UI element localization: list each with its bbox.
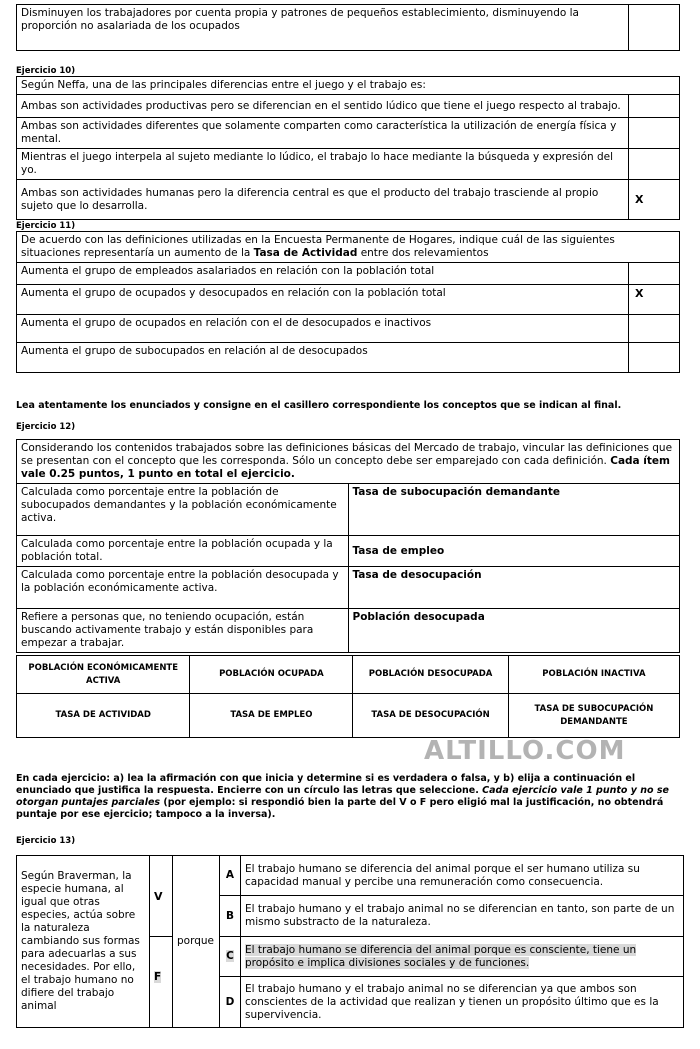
concept-cell: POBLACIÓN OCUPADA — [190, 656, 353, 694]
ej12-intro: Considerando los contenidos trabajados sobre las definiciones básicas del Mercado de trabajo, vincular las definiciones que se presentan con el concepto que les corresponda. Sólo un concepto debe ser emparejado con cada definición. Cada ítem vale 0.25 puntos, 1 punto en total el ejercicio. — [17, 440, 680, 484]
ej11-answer-box-2[interactable]: X — [629, 285, 680, 315]
ej12-concepts-table — [16, 655, 680, 738]
ej9-last-row-table — [16, 4, 680, 51]
concept-cell: TASA DE SUBOCUPACIÓN DEMANDANTE — [508, 694, 679, 738]
ej10-heading: Ejercicio 10) — [16, 66, 76, 76]
porque-label: porque — [173, 856, 220, 1028]
ej13-option-a: El trabajo humano se diferencia del animal porque el ser humano utiliza su capacidad manual y percibe una remuneración como consecuencia. — [241, 856, 684, 896]
ej10-answer-box-1[interactable] — [629, 95, 680, 118]
ej13-option-c-text: El trabajo humano se diferencia del animal porque es consciente, tiene un propósito e implica divisiones sociales y de funciones. — [245, 943, 637, 969]
ej11-option-3: Aumenta el grupo de ocupados en relación con el de desocupados e inactivos — [17, 315, 629, 343]
ej11-option-4: Aumenta el grupo de subocupados en relación al de desocupados — [17, 343, 629, 373]
answer-box[interactable] — [629, 5, 680, 51]
altillo-watermark-logo: ALTILLO.COM — [424, 736, 626, 766]
ej10-option-1: Ambas son actividades productivas pero se diferencian en el sentido lúdico que tiene el juego respecto al trabajo. — [17, 95, 629, 118]
ej12-definition-2: Calculada como porcentaje entre la población ocupada y la población total. — [17, 536, 349, 567]
option-letter-d[interactable]: D — [220, 977, 241, 1028]
ej13-table — [16, 855, 684, 1028]
ej11-heading: Ejercicio 11) — [16, 221, 76, 231]
ej13-heading: Ejercicio 13) — [16, 836, 76, 846]
ej13-option-b: El trabajo humano y el trabajo animal no se diferencian en tanto, son parte de un mismo substracto de la naturaleza. — [241, 896, 684, 937]
option-letter-a[interactable]: A — [220, 856, 241, 896]
ej12-answer-3[interactable]: Tasa de desocupación — [348, 567, 680, 609]
ej10-answer-box-2[interactable] — [629, 118, 680, 149]
concept-cell: TASA DE EMPLEO — [190, 694, 353, 738]
ej10-table — [16, 76, 680, 220]
false-option[interactable] — [150, 937, 173, 1028]
ej10-answer-box-3[interactable] — [629, 149, 680, 180]
ej12-definition-1: Calculada como porcentaje entre la población de subocupados demandantes y la población económicamente activa. — [17, 484, 349, 536]
ej12-definition-3: Calculada como porcentaje entre la población desocupada y la población económicamente activa. — [17, 567, 349, 609]
ej11-table — [16, 231, 680, 373]
concept-cell: POBLACIÓN DESOCUPADA — [353, 656, 508, 694]
ej10-option-4: Ambas son actividades humanas pero la diferencia central es que el producto del trabajo trasciende al propio sujeto que lo desarrolla. — [17, 180, 629, 220]
ej11-option-1: Aumenta el grupo de empleados asalariados en relación con la población total — [17, 263, 629, 285]
option-text: Disminuyen los trabajadores por cuenta propia y patrones de pequeños establecimiento, disminuyendo la proporción no asalariada de los ocupados — [17, 5, 629, 51]
ej13-option-c — [241, 937, 684, 977]
concept-cell: TASA DE ACTIVIDAD — [17, 694, 190, 738]
instructions-true-false: En cada ejercicio: a) lea la afirmación con que inicia y determine si es verdadera o falsa, y b) elija a continuación el enunciado que justifica la respuesta. Encierre con un círculo las letras que seleccione. Cada ejercicio vale 1 punto y no se otorgan puntajes parciales (por ejemplo: si respondió bien la parte del V o F pero eligió mal la justificación, no obtendrá puntaje por ese ejercicio; tampoco a la inversa). — [16, 773, 669, 820]
ej10-answer-box-4[interactable]: X — [629, 180, 680, 220]
ej12-answer-4[interactable]: Población desocupada — [348, 609, 680, 653]
ej12-table — [16, 439, 680, 653]
ej11-answer-box-3[interactable] — [629, 315, 680, 343]
option-letter-b[interactable]: B — [220, 896, 241, 937]
ej12-definition-4: Refiere a personas que, no teniendo ocupación, están buscando activamente trabajo y están disponibles para empezar a trabajar. — [17, 609, 349, 653]
ej12-answer-1[interactable]: Tasa de subocupación demandante — [348, 484, 680, 536]
true-option[interactable]: V — [150, 856, 173, 937]
instructions-matching: Lea atentamente los enunciados y consigne en el casillero correspondiente los conceptos que se indican al final. — [16, 400, 622, 411]
ej13-option-d: El trabajo humano y el trabajo animal no se diferencian ya que ambos son conscientes de la actividad que realizan y tienen un propósito último que es la supervivencia. — [241, 977, 684, 1028]
option-letter-c-label: C — [226, 950, 234, 962]
ej11-question: De acuerdo con las definiciones utilizadas en la Encuesta Permanente de Hogares, indique cuál de las siguientes situaciones representaría un aumento de la Tasa de Actividad entre dos relevamientos — [17, 232, 680, 263]
concept-cell: POBLACIÓN ECONÓMICAMENTE ACTIVA — [17, 656, 190, 694]
ej12-answer-2[interactable]: Tasa de empleo — [348, 536, 680, 567]
concept-cell: POBLACIÓN INACTIVA — [508, 656, 679, 694]
option-letter-c[interactable] — [220, 937, 241, 977]
ej10-option-2: Ambas son actividades diferentes que solamente comparten como característica la utilización de energía física y mental. — [17, 118, 629, 149]
ej10-option-3: Mientras el juego interpela al sujeto mediante lo lúdico, el trabajo lo hace mediante la búsqueda y expresión del yo. — [17, 149, 629, 180]
false-option-label: F — [154, 971, 162, 983]
ej12-heading: Ejercicio 12) — [16, 422, 76, 432]
ej11-option-2: Aumenta el grupo de ocupados y desocupados en relación con la población total — [17, 285, 629, 315]
concept-cell: TASA DE DESOCUPACIÓN — [353, 694, 508, 738]
ej10-question: Según Neffa, una de las principales diferencias entre el juego y el trabajo es: — [17, 77, 680, 95]
ej11-answer-box-1[interactable] — [629, 263, 680, 285]
ej13-statement: Según Braverman, la especie humana, al igual que otras especies, actúa sobre la naturaleza cambiando sus formas para adecuarlas a sus necesidades. Por ello, el trabajo humano no difiere del trabajo animal — [17, 856, 150, 1028]
ej11-answer-box-4[interactable] — [629, 343, 680, 373]
